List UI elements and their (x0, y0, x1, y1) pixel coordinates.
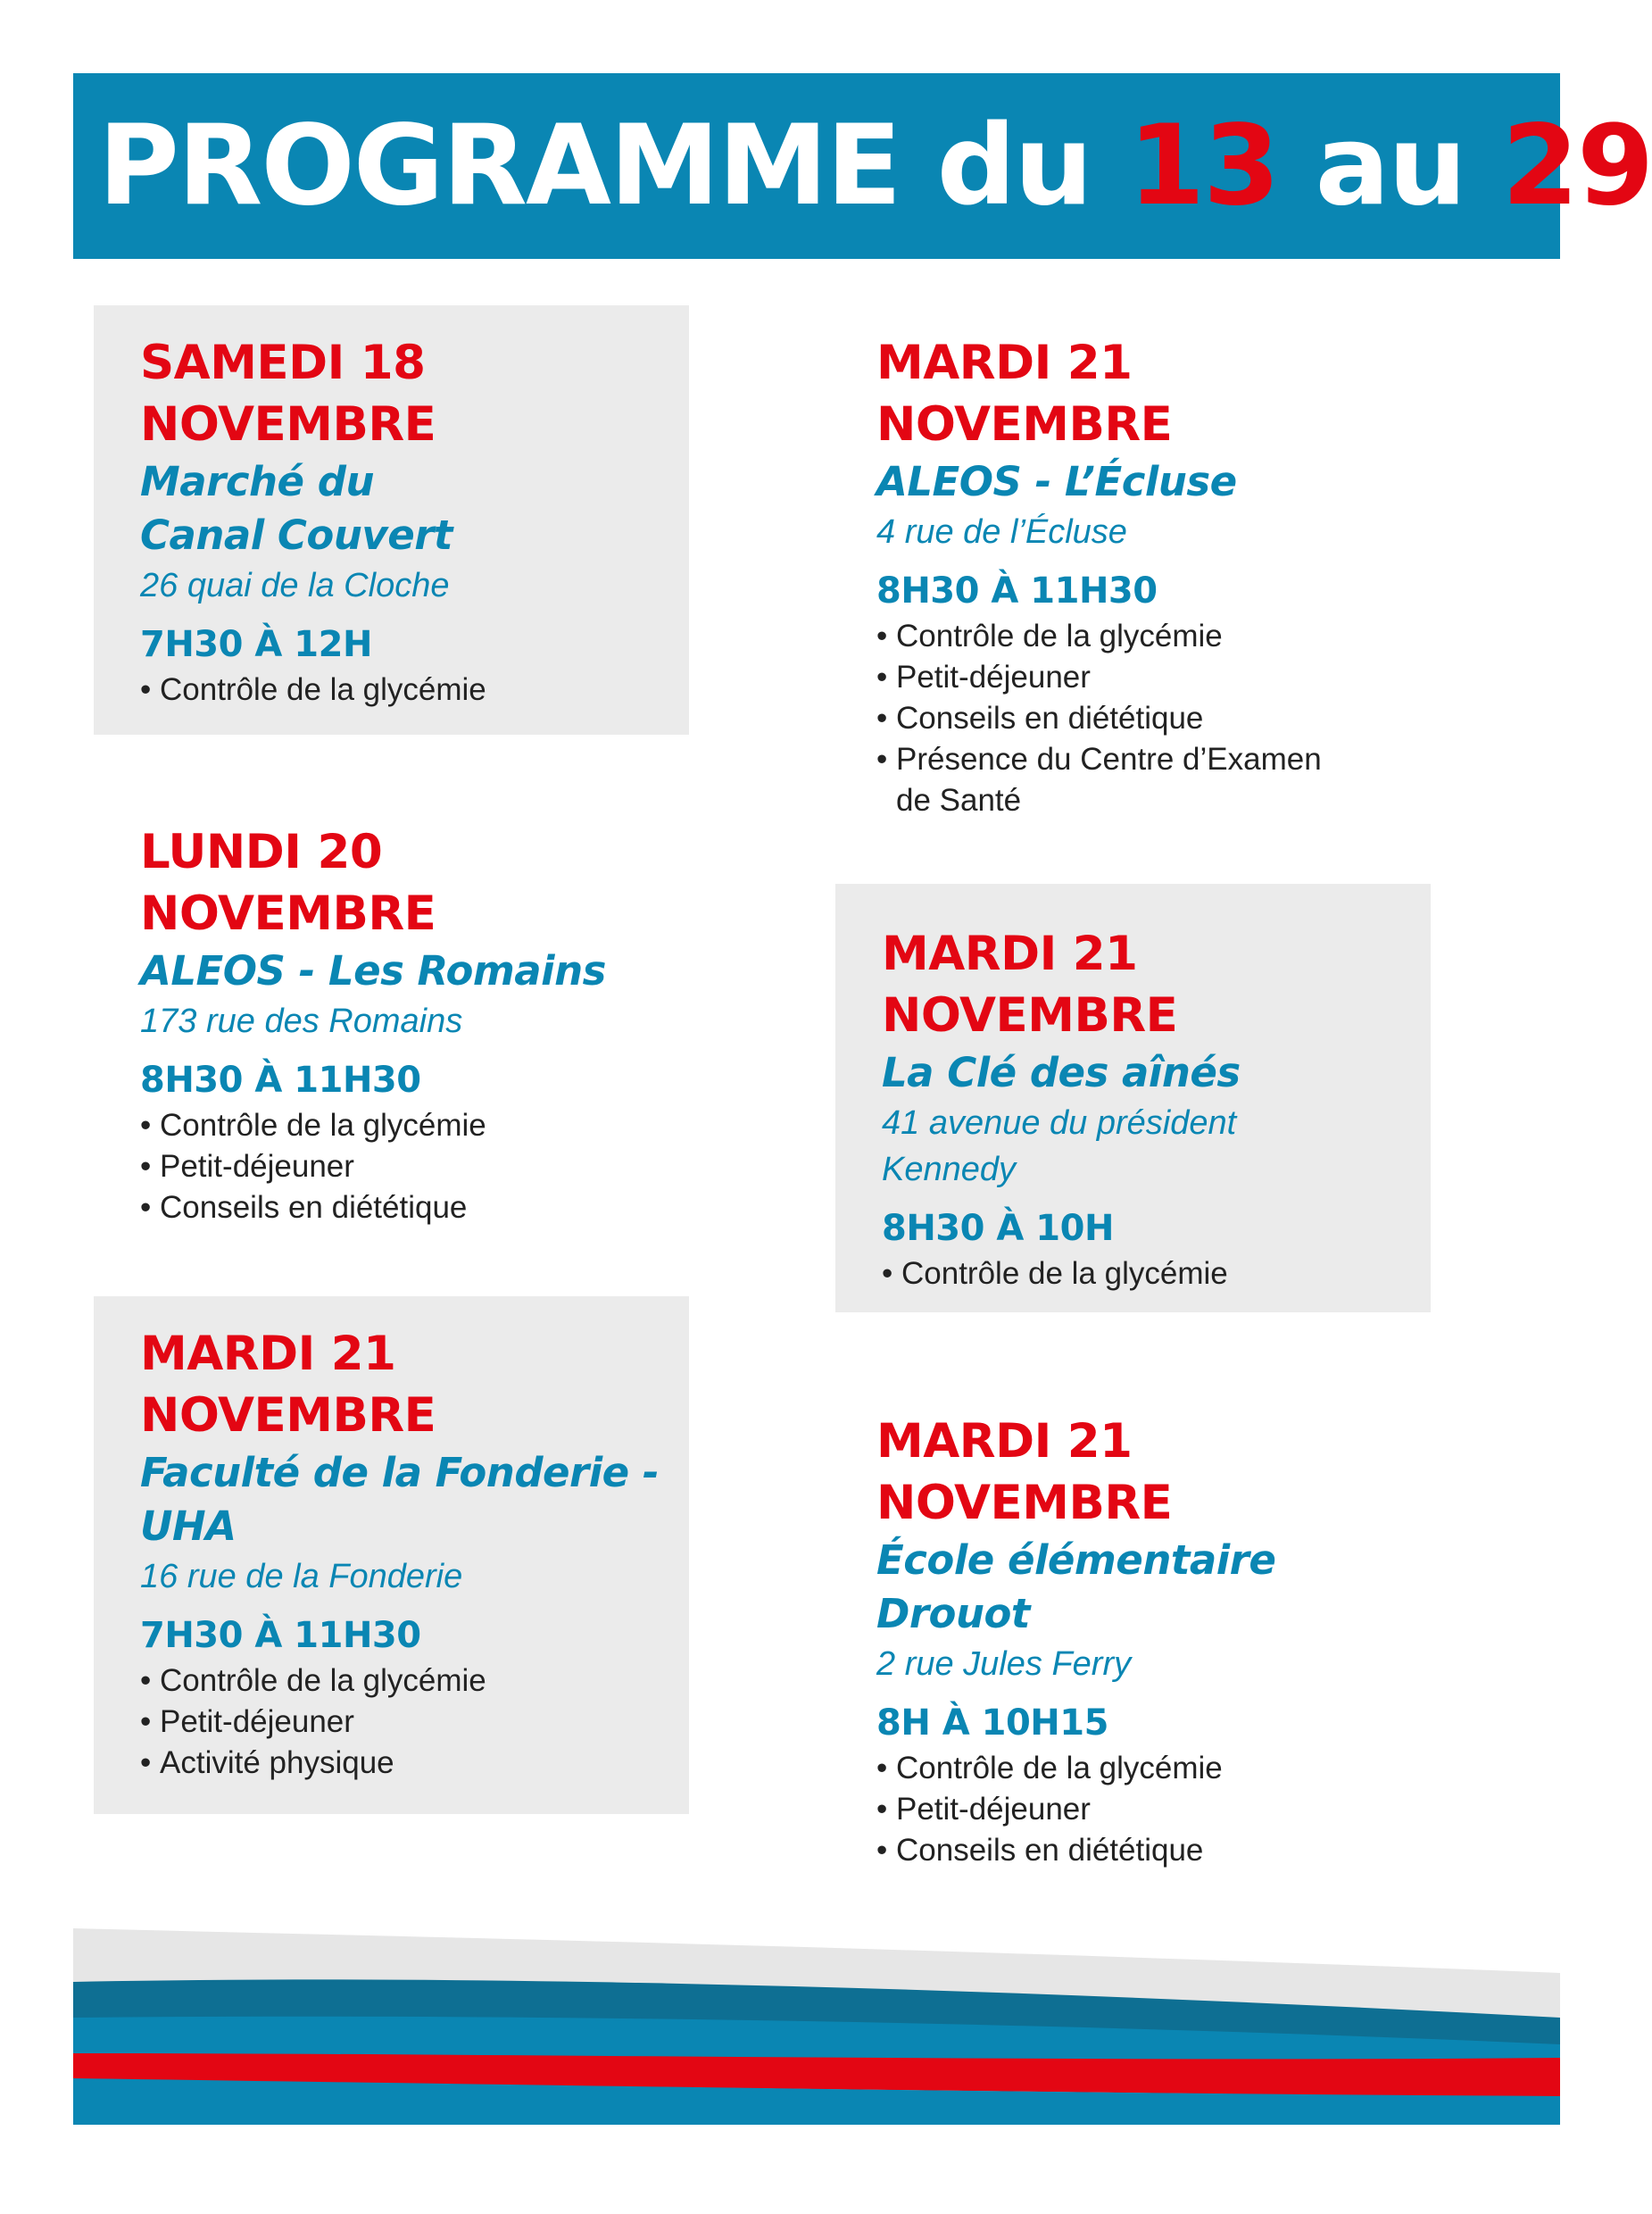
title-start-day: 13 (1127, 102, 1279, 230)
event-activity-list (140, 670, 671, 711)
event-activity: • Petit-déjeuner (876, 657, 1407, 698)
event-venue-line2: Canal Couvert (140, 512, 452, 559)
event-activity: • Petit-déjeuner (140, 1702, 671, 1743)
event-time: 8H30 À 10H (882, 1208, 1114, 1249)
event-activity: • Contrôle de la glycémie (140, 1660, 671, 1702)
header-banner (73, 73, 1652, 259)
event-venue: Faculté de la Fonderie - (140, 1449, 660, 1496)
event-activity: • Contrôle de la glycémie (876, 616, 1407, 657)
event-activity: • Présence du Centre d’Examen (876, 739, 1407, 780)
event-activity-list (876, 1748, 1407, 1871)
event-date-month: NOVEMBRE (876, 397, 1173, 452)
event-card-samedi-18 (94, 305, 689, 735)
event-date-day: MARDI 21 (876, 1414, 1133, 1469)
event-venue: École élémentaire (876, 1536, 1276, 1584)
event-address: 41 avenue du président (882, 1104, 1237, 1142)
event-card-ecole-drouot (830, 1384, 1425, 1866)
event-date-month: NOVEMBRE (876, 1476, 1173, 1530)
event-card-cle-des-aines (835, 884, 1431, 1312)
event-time: 8H30 À 11H30 (140, 1060, 421, 1101)
event-activity-list (876, 616, 1407, 821)
event-address: 4 rue de l’Écluse (876, 513, 1127, 551)
event-address-line2: Kennedy (882, 1151, 1017, 1188)
event-date-month: NOVEMBRE (140, 886, 436, 941)
event-activity-list (882, 1253, 1413, 1294)
event-activity: • Contrôle de la glycémie (140, 670, 671, 711)
event-activity-list (140, 1105, 671, 1228)
event-venue: La Clé des aînés (882, 1049, 1241, 1096)
event-address: 2 rue Jules Ferry (876, 1645, 1132, 1683)
event-date-day: SAMEDI 18 (140, 336, 426, 390)
event-activity: • Conseils en diététique (876, 1830, 1407, 1871)
event-activity: • Petit-déjeuner (876, 1789, 1407, 1830)
event-activity: • Conseils en diététique (140, 1187, 671, 1228)
event-time: 7H30 À 11H30 (140, 1615, 421, 1656)
event-venue: Marché du (140, 458, 374, 505)
event-activity: • Contrôle de la glycémie (140, 1105, 671, 1146)
event-date-day: MARDI 21 (882, 927, 1138, 981)
event-activity-list (140, 1660, 671, 1784)
title-part1: PROGRAMME du (98, 102, 1128, 230)
event-activity: • Contrôle de la glycémie (876, 1748, 1407, 1789)
event-venue: ALEOS - L’Écluse (876, 458, 1237, 505)
event-activity-continued: de Santé (896, 783, 1022, 818)
event-card-aleos-ecluse (830, 305, 1425, 823)
event-date-day: MARDI 21 (140, 1327, 396, 1381)
decorative-wave-footer (73, 1919, 1560, 2125)
event-activity: • Contrôle de la glycémie (882, 1253, 1413, 1294)
event-activity: • Conseils en diététique (876, 698, 1407, 739)
title-end-day: 29 (1501, 102, 1652, 230)
event-date-month: NOVEMBRE (140, 397, 436, 452)
event-activity: • Activité physique (140, 1743, 671, 1784)
event-time: 8H30 À 11H30 (876, 570, 1158, 612)
event-card-lundi-20 (94, 795, 689, 1223)
event-date-day: LUNDI 20 (140, 825, 383, 879)
event-date-month: NOVEMBRE (882, 988, 1178, 1043)
title-part2: au (1278, 102, 1502, 230)
event-address: 173 rue des Romains (140, 1003, 463, 1040)
event-date-month: NOVEMBRE (140, 1388, 436, 1443)
event-venue-line2: Drouot (876, 1590, 1030, 1637)
page-title (98, 95, 1652, 237)
event-venue-line2: UHA (140, 1502, 237, 1550)
event-address: 16 rue de la Fonderie (140, 1558, 463, 1595)
event-activity: • Petit-déjeuner (140, 1146, 671, 1187)
event-date-day: MARDI 21 (876, 336, 1133, 390)
event-time: 8H À 10H15 (876, 1702, 1108, 1744)
event-card-faculte-fonderie (94, 1296, 689, 1814)
event-venue: ALEOS - Les Romains (140, 947, 606, 995)
event-time: 7H30 À 12H (140, 624, 372, 665)
event-address: 26 quai de la Cloche (140, 567, 450, 604)
